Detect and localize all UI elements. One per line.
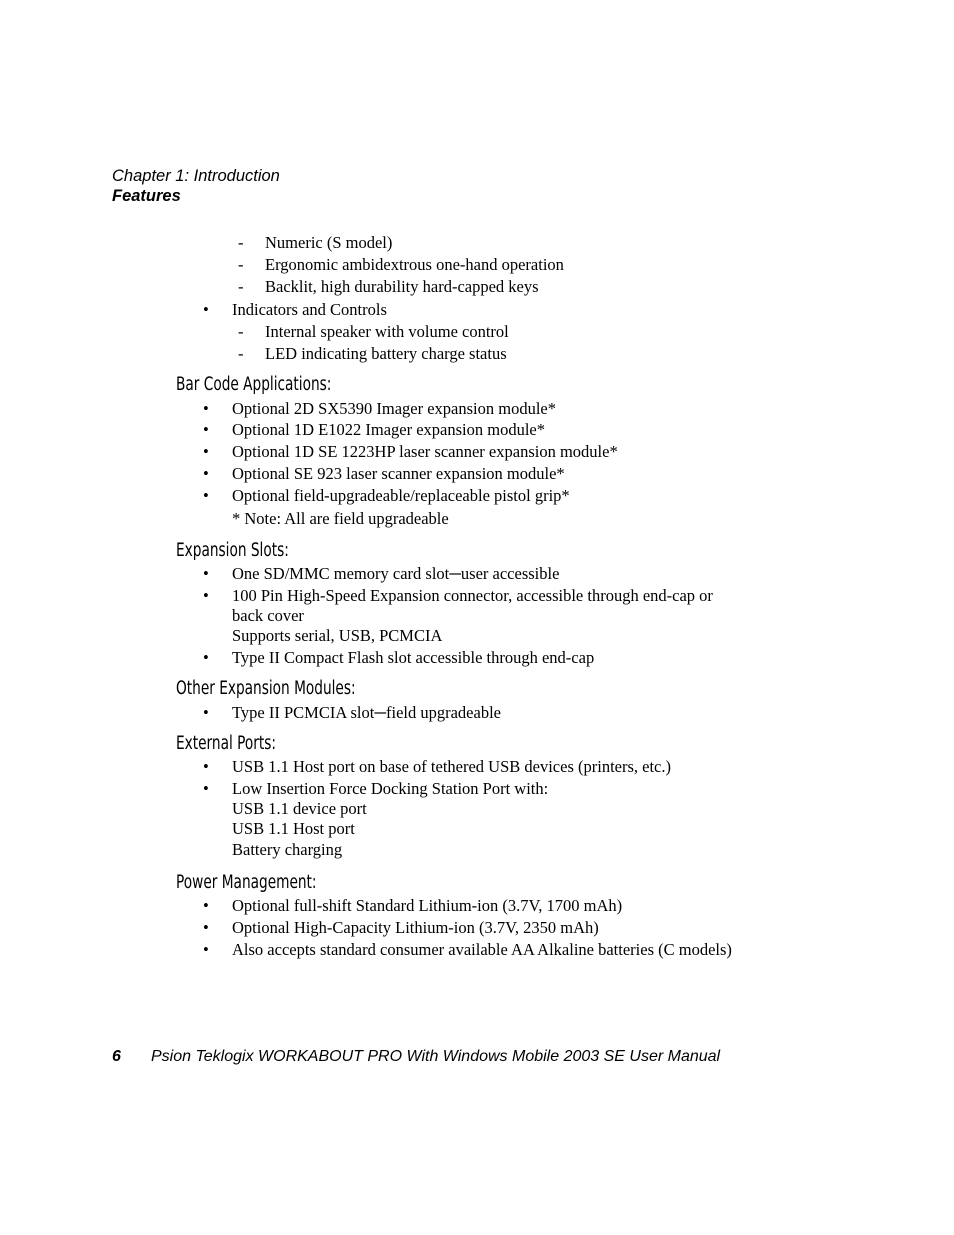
list-item: Indicators and Controls (232, 300, 387, 319)
bullet-marker: • (203, 420, 209, 439)
list-item: 100 Pin High-Speed Expansion connector, accessible through end-cap or (232, 586, 713, 605)
list-item: Ergonomic ambidextrous one-hand operation (265, 255, 564, 274)
list-item-continuation: USB 1.1 Host port (232, 819, 355, 838)
bullet-marker: • (203, 399, 209, 418)
list-item: Also accepts standard consumer available AA Alkaline batteries (C models) (232, 940, 732, 959)
list-item: Optional SE 923 laser scanner expansion module* (232, 464, 565, 483)
external-ports-heading: External Ports: (176, 733, 277, 754)
chapter-header: Chapter 1: Introduction (112, 167, 280, 185)
dash-marker: - (238, 233, 244, 252)
page-number: 6 (112, 1048, 121, 1065)
list-item: Type II Compact Flash slot accessible through end-cap (232, 648, 595, 667)
expansion-slots-heading: Expansion Slots: (176, 540, 289, 561)
bullet-marker: • (203, 300, 209, 319)
bullet-marker: • (203, 464, 209, 483)
dash-marker: - (238, 344, 244, 363)
other-modules-heading: Other Expansion Modules: (176, 678, 356, 699)
list-item: Type II PCMCIA slot─field upgradeable (232, 703, 501, 722)
power-heading: Power Management: (176, 872, 317, 893)
list-item: LED indicating battery charge status (265, 344, 507, 363)
bullet-marker: • (203, 486, 209, 505)
footer-title: Psion Teklogix WORKABOUT PRO With Windows Mobile 2003 SE User Manual (151, 1048, 721, 1065)
bullet-marker: • (203, 896, 209, 915)
bullet-marker: • (203, 757, 209, 776)
dash-marker: - (238, 322, 244, 341)
list-item: Optional 1D E1022 Imager expansion module* (232, 420, 545, 439)
bullet-marker: • (203, 586, 209, 605)
bullet-marker: • (203, 779, 209, 798)
list-item: Backlit, high durability hard-capped keys (265, 277, 539, 296)
list-item: Optional High-Capacity Lithium-ion (3.7V, 2350 mAh) (232, 918, 599, 937)
list-item: Optional full-shift Standard Lithium-ion (3.7V, 1700 mAh) (232, 896, 623, 915)
list-item-continuation: Supports serial, USB, PCMCIA (232, 626, 443, 645)
section-header: Features (112, 187, 181, 205)
dash-marker: - (238, 277, 244, 296)
dash-marker: - (238, 255, 244, 274)
list-item: Low Insertion Force Docking Station Port with: (232, 779, 549, 798)
list-item: USB 1.1 Host port on base of tethered USB devices (printers, etc.) (232, 757, 671, 776)
list-item: Numeric (S model) (265, 233, 393, 252)
bar-code-note: * Note: All are field upgradeable (232, 509, 449, 528)
list-item-continuation: back cover (232, 606, 304, 625)
bullet-marker: • (203, 564, 209, 583)
list-item: One SD/MMC memory card slot─user accessible (232, 564, 560, 583)
list-item-continuation: USB 1.1 device port (232, 799, 367, 818)
list-item: Internal speaker with volume control (265, 322, 509, 341)
list-item: Optional field-upgradeable/replaceable pistol grip* (232, 486, 570, 505)
bar-code-heading: Bar Code Applications: (176, 374, 332, 395)
bullet-marker: • (203, 703, 209, 722)
bullet-marker: • (203, 918, 209, 937)
bullet-marker: • (203, 442, 209, 461)
bullet-marker: • (203, 648, 209, 667)
list-item-continuation: Battery charging (232, 840, 343, 859)
list-item: Optional 1D SE 1223HP laser scanner expansion module* (232, 442, 618, 461)
list-item: Optional 2D SX5390 Imager expansion module* (232, 399, 556, 418)
bullet-marker: • (203, 940, 209, 959)
